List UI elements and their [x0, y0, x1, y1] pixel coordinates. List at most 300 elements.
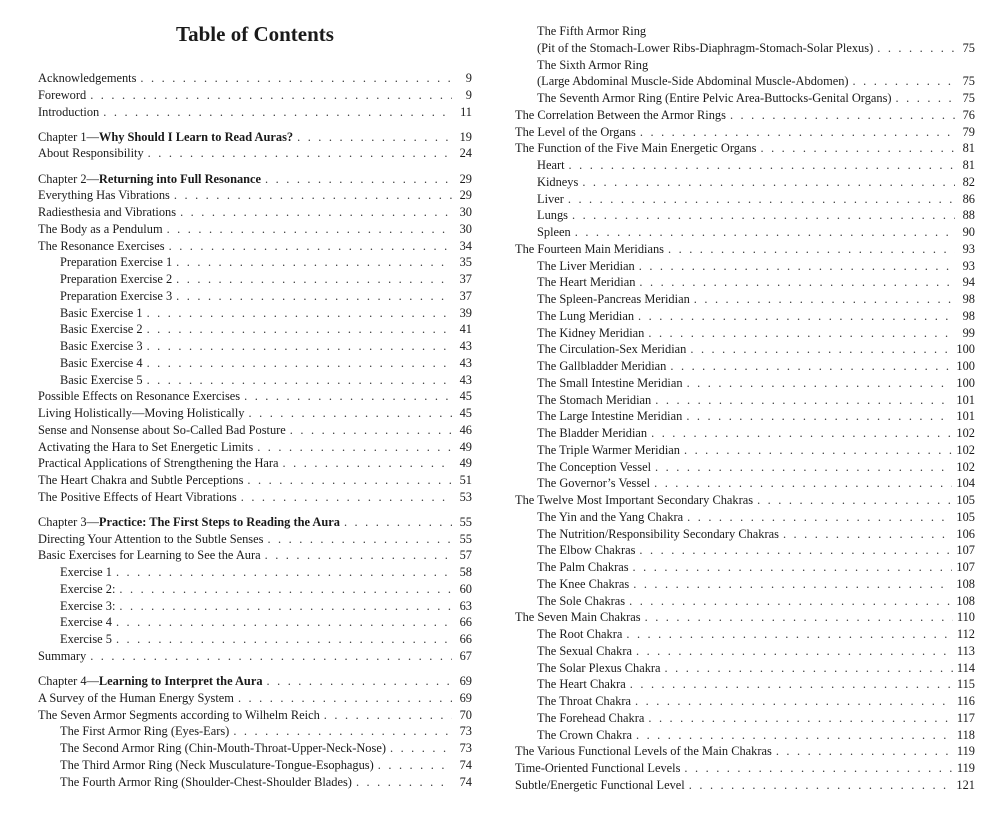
dot-leader	[116, 614, 452, 631]
toc-entry-text: The Yin and the Yang Chakra	[537, 509, 684, 524]
dot-leader	[648, 710, 953, 727]
toc-page-number: 29	[459, 171, 472, 186]
toc-entry	[38, 405, 472, 422]
toc-entry	[515, 760, 975, 777]
toc-entry-text: The Third Armor Ring (Neck Musculature-Tongue-Esophagus)	[60, 757, 374, 772]
toc-page-number: 86	[962, 191, 975, 206]
toc-entry-title	[515, 760, 680, 777]
toc-entry-title	[537, 542, 635, 559]
toc-entry	[515, 224, 975, 241]
dot-leader	[147, 355, 452, 372]
dot-leader	[265, 171, 452, 188]
toc-page-number: 46	[459, 422, 472, 437]
toc-page-number: 105	[956, 509, 975, 524]
toc-entry-title	[537, 459, 651, 476]
dot-leader	[390, 740, 452, 757]
toc-entry-text: The Twelve Most Important Secondary Chakras	[515, 493, 754, 507]
toc-entry	[515, 291, 975, 308]
toc-entry	[515, 509, 975, 526]
dot-leader	[290, 422, 452, 439]
toc-page-number: 104	[956, 476, 975, 491]
toc-entry-title	[60, 757, 374, 774]
toc-page-number: 73	[459, 741, 472, 756]
toc-entry-title	[38, 547, 261, 564]
toc-entry	[38, 598, 472, 615]
dot-leader	[640, 124, 955, 141]
toc-entry	[38, 614, 472, 631]
toc-entry	[515, 90, 975, 107]
toc-entry-title	[38, 87, 86, 104]
dot-leader	[378, 757, 452, 774]
toc-page-number: 74	[459, 774, 472, 789]
toc-entry-title	[60, 774, 352, 791]
toc-entry-title	[38, 648, 86, 665]
dot-leader	[639, 274, 955, 291]
toc-entry-text: Chapter 2—	[38, 171, 99, 186]
dot-leader	[757, 492, 952, 509]
toc-entry-text: Basic Exercise 1	[60, 305, 143, 320]
toc-entry-text: Practical Applications of Strengthening the Hara	[38, 456, 279, 471]
toc-entry-text: The Circulation-Sex Meridian	[537, 342, 687, 357]
dot-leader	[244, 388, 452, 405]
dot-leader	[684, 442, 952, 459]
toc-page-number: 102	[956, 426, 975, 440]
toc-entry	[515, 308, 975, 325]
toc-entry	[515, 710, 975, 727]
dot-leader	[176, 271, 452, 288]
toc-page-number: 63	[459, 598, 472, 613]
dot-leader	[176, 288, 452, 305]
dot-leader	[877, 40, 955, 57]
toc-entry	[515, 576, 975, 593]
toc-entry-title	[60, 355, 143, 372]
toc-entry-title	[515, 492, 753, 509]
dot-leader	[654, 475, 952, 492]
toc-entry	[38, 514, 472, 531]
dot-leader	[568, 191, 955, 208]
toc-entry-title	[38, 70, 136, 87]
toc-entry	[515, 526, 975, 543]
toc-page-number: 117	[956, 710, 975, 725]
toc-page-number: 37	[459, 272, 472, 287]
toc-entry-title	[537, 191, 564, 208]
dot-leader	[267, 531, 452, 548]
toc-entry	[38, 690, 472, 707]
toc-entry-text: Time-Oriented Functional Levels	[515, 761, 681, 775]
dot-leader	[167, 221, 452, 238]
toc-entry-title	[537, 308, 634, 325]
toc-entry-text: The Crown Chakra	[537, 727, 632, 742]
toc-entry-title	[38, 405, 245, 422]
dot-leader	[783, 526, 952, 543]
toc-entry	[38, 271, 472, 288]
dot-leader	[140, 70, 452, 87]
dot-leader	[119, 581, 452, 598]
dot-leader	[582, 174, 955, 191]
toc-entry-text: The Palm Chakras	[537, 560, 629, 574]
toc-entry-title	[38, 673, 263, 690]
toc-entry	[515, 57, 975, 74]
toc-entry-text: The Resonance Exercises	[38, 238, 165, 253]
toc-entry-text: About Responsibility	[38, 146, 144, 161]
toc-entry-text: Subtle/Energetic Functional Level	[515, 777, 685, 792]
dot-leader	[265, 547, 452, 564]
toc-entry	[515, 392, 975, 409]
toc-entry	[515, 375, 975, 392]
toc-page-number: 24	[459, 146, 472, 161]
toc-entry-text: The Bladder Meridian	[537, 426, 648, 440]
dot-leader	[247, 472, 452, 489]
toc-entry-title	[537, 660, 661, 677]
toc-entry-text: Basic Exercise 3	[60, 339, 143, 354]
toc-entry-text: The Liver Meridian	[537, 258, 635, 273]
toc-entry-text: The Large Intestine Meridian	[537, 409, 683, 424]
toc-entry	[515, 660, 975, 677]
toc-entry	[38, 321, 472, 338]
toc-page-number: 58	[459, 565, 472, 580]
toc-page-number: 121	[956, 777, 975, 792]
toc-page-number: 11	[460, 104, 472, 119]
toc-entry-text: The Correlation Between the Armor Rings	[515, 107, 726, 122]
toc-entry-title	[60, 305, 143, 322]
toc-entry	[38, 87, 472, 104]
toc-entry	[38, 740, 472, 757]
toc-entry-title	[38, 422, 286, 439]
toc-entry	[515, 559, 975, 576]
toc-entry-text: Exercise 4	[60, 615, 112, 630]
toc-page-number: 119	[956, 744, 975, 759]
toc-entry-title	[515, 743, 772, 760]
toc-page-number: 90	[962, 225, 975, 239]
toc-entry-text: Acknowledgements	[38, 71, 137, 85]
toc-entry	[38, 70, 472, 87]
dot-leader	[648, 325, 955, 342]
toc-page-number: 29	[459, 188, 472, 203]
toc-page-number: 9	[465, 87, 472, 102]
dot-leader	[241, 489, 452, 506]
toc-entry-text: The Body as a Pendulum	[38, 221, 163, 236]
toc-entry-text: Exercise 5	[60, 632, 112, 647]
toc-entry	[515, 124, 975, 141]
toc-entry	[515, 157, 975, 174]
toc-page-number: 66	[459, 615, 472, 630]
toc-page-number: 108	[956, 593, 975, 608]
dot-leader	[694, 291, 955, 308]
toc-entry-title	[537, 576, 629, 593]
toc-entry-title	[537, 676, 626, 693]
toc-page-number: 81	[962, 158, 975, 172]
toc-entry	[515, 408, 975, 425]
dot-leader	[176, 254, 452, 271]
toc-entry-text: The Sixth Armor Ring	[537, 57, 649, 72]
toc-entry	[515, 425, 975, 442]
dot-leader	[147, 305, 452, 322]
dot-leader	[651, 425, 952, 442]
toc-entry	[38, 187, 472, 204]
toc-entry-title	[515, 609, 641, 626]
toc-page-number: 93	[962, 258, 975, 273]
toc-page-number: 73	[459, 724, 472, 739]
toc-page-number: 49	[459, 439, 472, 454]
dot-leader	[324, 707, 452, 724]
toc-entry	[515, 459, 975, 476]
toc-page-number: 81	[962, 141, 975, 156]
toc-page-number: 30	[459, 205, 472, 220]
toc-entry-title	[515, 140, 756, 157]
dot-leader	[174, 187, 452, 204]
dot-leader	[626, 626, 953, 643]
toc-entry-title	[60, 271, 172, 288]
dot-leader	[147, 372, 452, 389]
dot-leader	[635, 693, 953, 710]
toc-entry-text: The Elbow Chakras	[537, 543, 636, 558]
toc-entry-title	[38, 531, 263, 548]
toc-entry-text: The Second Armor Ring (Chin-Mouth-Throat-Upper-Neck-Nose)	[60, 741, 386, 756]
dot-leader	[90, 648, 452, 665]
toc-entry-text: Kidneys	[537, 174, 579, 189]
dot-leader	[638, 308, 955, 325]
toc-entry	[38, 305, 472, 322]
toc-page-number: 110	[956, 610, 975, 625]
toc-entry-text: Basic Exercise 4	[60, 355, 143, 370]
toc-page-number: 101	[956, 392, 975, 407]
toc-page-number: 69	[459, 674, 472, 689]
toc-chapter-title: Why Should I Learn to Read Auras?	[98, 129, 294, 144]
toc-entry-title	[537, 408, 682, 425]
toc-page-number: 67	[459, 648, 472, 663]
dot-leader	[668, 241, 955, 258]
dot-leader	[853, 73, 955, 90]
dot-leader	[344, 514, 452, 531]
dot-leader	[655, 459, 952, 476]
toc-entry	[515, 542, 975, 559]
toc-entry-title	[537, 40, 873, 57]
dot-leader	[776, 743, 953, 760]
toc-entry-title	[537, 593, 625, 610]
dot-leader	[297, 129, 452, 146]
toc-page-number: 98	[962, 292, 975, 306]
dot-leader	[575, 224, 955, 241]
toc-entry-title	[537, 526, 779, 543]
toc-entry-title	[38, 455, 279, 472]
toc-entry	[515, 40, 975, 57]
toc-page-number: 19	[459, 129, 472, 144]
toc-entry	[515, 676, 975, 693]
toc-entry-text: Basic Exercises for Learning to See the Aura	[38, 548, 261, 563]
dot-leader	[633, 576, 952, 593]
toc-entry	[515, 475, 975, 492]
toc-entry-title	[537, 325, 644, 342]
toc-entry-title	[60, 338, 143, 355]
toc-entry-title	[38, 514, 340, 531]
toc-page-number: 49	[459, 456, 472, 471]
toc-page-number: 51	[459, 473, 472, 488]
dot-leader	[148, 145, 452, 162]
toc-entry-title	[537, 207, 568, 224]
dot-leader	[896, 90, 955, 107]
toc-entry-title	[537, 73, 849, 90]
dot-leader	[629, 593, 952, 610]
toc-entry	[515, 325, 975, 342]
toc-entry-text: (Pit of the Stomach-Lower Ribs-Diaphragm-Stomach-Solar Plexus)	[537, 40, 874, 55]
toc-entry-title	[38, 489, 237, 506]
page-title: Table of Contents	[176, 22, 334, 46]
toc-entry	[38, 388, 472, 405]
dot-leader	[356, 774, 452, 791]
toc-entry-title	[537, 626, 622, 643]
toc-chapter-title: Practice: The First Steps to Reading the Aura	[98, 514, 340, 529]
dot-leader	[633, 559, 953, 576]
toc-entry-title	[60, 598, 115, 615]
dot-leader	[639, 258, 955, 275]
toc-entry-text: The Nutrition/Responsibility Secondary Chakras	[537, 526, 779, 541]
toc-entry-text: The Kidney Meridian	[537, 325, 645, 340]
toc-entry	[38, 204, 472, 221]
toc-entry	[515, 174, 975, 191]
toc-entry-title	[60, 614, 112, 631]
toc-entry	[38, 489, 472, 506]
toc-entry	[515, 626, 975, 643]
dot-leader	[147, 338, 452, 355]
dot-leader	[655, 392, 952, 409]
toc-page-number: 37	[459, 288, 472, 303]
toc-entry-title	[38, 145, 144, 162]
dot-leader	[119, 598, 452, 615]
dot-leader	[572, 207, 955, 224]
toc-entry-text: Chapter 3—	[38, 514, 99, 529]
toc-entry	[38, 774, 472, 791]
dot-leader	[238, 690, 452, 707]
toc-page-number: 100	[956, 342, 975, 357]
toc-page-number: 112	[956, 627, 975, 641]
toc-entry	[515, 23, 975, 40]
toc-page-number: 35	[459, 255, 472, 270]
toc-page-number: 107	[956, 543, 975, 558]
toc-entry-title	[60, 254, 172, 271]
dot-leader	[687, 375, 953, 392]
toc-entry-title	[537, 392, 651, 409]
toc-entry	[38, 673, 472, 690]
toc-entry-text: Summary	[38, 648, 87, 663]
toc-page-number: 82	[962, 174, 975, 189]
toc-entry-text: The Seven Main Chakras	[515, 610, 641, 625]
dot-leader	[249, 405, 453, 422]
toc-entry-text: The Knee Chakras	[537, 576, 630, 591]
toc-entry	[38, 422, 472, 439]
toc-entry	[515, 727, 975, 744]
toc-entry-text: Possible Effects on Resonance Exercises	[38, 389, 241, 404]
dot-leader	[630, 676, 953, 693]
toc-entry-title	[537, 90, 892, 107]
toc-entry-text: Living Holistically—Moving Holistically	[38, 406, 245, 421]
dot-leader	[569, 157, 955, 174]
toc-entry	[515, 140, 975, 157]
toc-page-number: 113	[956, 643, 975, 658]
dot-leader	[147, 321, 452, 338]
toc-entry-title	[515, 777, 685, 794]
toc-page-number: 30	[459, 221, 472, 236]
dot-leader	[689, 777, 953, 794]
toc-entry-title	[60, 288, 172, 305]
toc-page-number: 43	[459, 339, 472, 354]
toc-entry	[38, 254, 472, 271]
toc-entry	[515, 274, 975, 291]
dot-leader	[687, 509, 952, 526]
toc-entry-text: The Governor’s Vessel	[537, 476, 651, 491]
toc-entry	[38, 238, 472, 255]
toc-entry-text: The Heart Chakra and Subtle Perceptions	[38, 473, 244, 488]
toc-entry	[515, 107, 975, 124]
toc-entry-title	[60, 372, 143, 389]
toc-page-number: 115	[956, 677, 975, 692]
dot-leader	[665, 660, 953, 677]
toc-entry-text: The Fourth Armor Ring (Shoulder-Chest-Shoulder Blades)	[60, 774, 352, 789]
toc-entry	[38, 631, 472, 648]
toc-page-number: 74	[459, 757, 472, 772]
toc-entry-text: The Small Intestine Meridian	[537, 375, 683, 390]
toc-list-left	[38, 70, 472, 790]
toc-entry	[515, 191, 975, 208]
toc-entry-text: The Seven Armor Segments according to Wilhelm Reich	[38, 707, 320, 722]
dot-leader	[684, 760, 952, 777]
toc-entry-text: The Level of the Organs	[515, 124, 636, 139]
toc-entry-title	[38, 204, 176, 221]
toc-entry-text: Basic Exercise 5	[60, 372, 143, 387]
toc-entry	[38, 355, 472, 372]
toc-entry	[38, 531, 472, 548]
toc-page-number: 45	[459, 406, 472, 421]
toc-entry-text: Chapter 4—	[38, 674, 99, 689]
toc-entry-title	[38, 707, 320, 724]
toc-page-number: 118	[956, 727, 975, 742]
toc-page-number: 53	[459, 489, 472, 504]
toc-page-number: 39	[459, 305, 472, 320]
toc-page-number: 66	[459, 632, 472, 647]
toc-page-number: 69	[459, 690, 472, 705]
toc-entry-text: Lungs	[537, 208, 568, 223]
toc-entry-text: The Solar Plexus Chakra	[537, 660, 661, 675]
dot-leader	[283, 455, 452, 472]
toc-page-number: 107	[956, 560, 975, 574]
toc-page-number: 41	[459, 322, 472, 337]
toc-page-number: 60	[459, 581, 472, 596]
toc-entry	[38, 288, 472, 305]
toc-page-number: 88	[962, 208, 975, 223]
toc-entry-title	[515, 107, 726, 124]
toc-page-number: 34	[459, 238, 472, 253]
toc-page-number: 108	[956, 576, 975, 591]
toc-entry-title	[38, 388, 240, 405]
toc-page-number: 55	[459, 531, 472, 546]
toc-entry-text: Chapter 1—	[38, 129, 99, 144]
dot-leader	[730, 107, 955, 124]
dot-leader	[169, 238, 452, 255]
dot-leader	[116, 631, 452, 648]
toc-entry-text: The Root Chakra	[537, 627, 623, 641]
toc-entry-text: Exercise 1	[60, 565, 112, 580]
toc-entry-text: The Heart Meridian	[537, 275, 636, 290]
toc-entry	[38, 472, 472, 489]
toc-entry-text: The Conception Vessel	[537, 459, 652, 474]
toc-page-number: 119	[956, 761, 975, 775]
toc-entry-title	[60, 631, 112, 648]
toc-entry-text: Basic Exercise 2	[60, 322, 143, 337]
toc-entry-text: Radiesthesia and Vibrations	[38, 205, 177, 220]
toc-page-number: 100	[956, 359, 975, 373]
toc-entry-text: The Sole Chakras	[537, 593, 626, 608]
toc-page-number: 75	[962, 40, 975, 55]
toc-page-number: 75	[962, 91, 975, 105]
